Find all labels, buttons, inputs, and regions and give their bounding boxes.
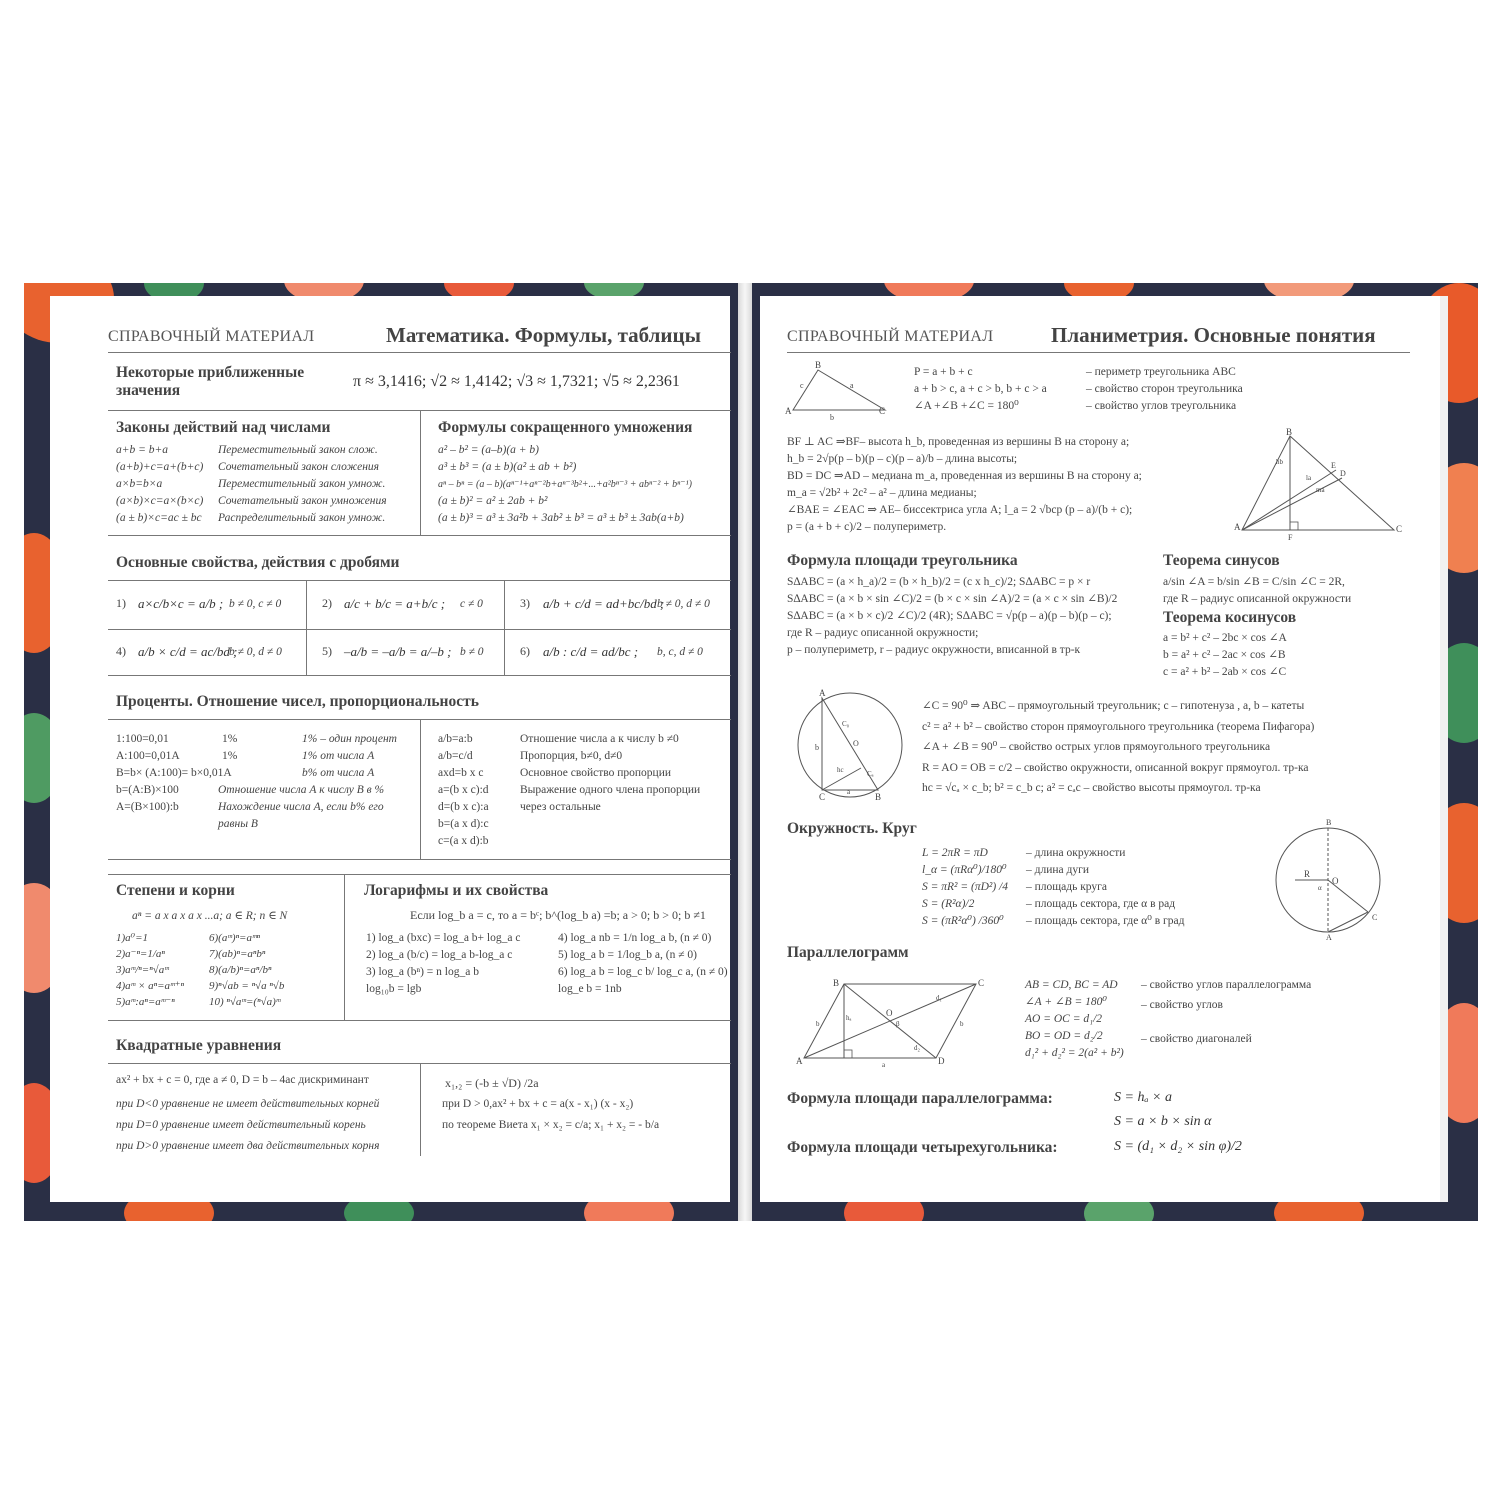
proportion-item: a=(b x c):d [438, 784, 489, 796]
percent-item: 1:100=0,01 [116, 733, 169, 745]
diagram-label: hc [837, 766, 844, 774]
percent-item: B=b× (A:100)= b×0,01A [116, 767, 232, 779]
circle-note: – площадь круга [1026, 881, 1107, 893]
divider [344, 874, 345, 1020]
divider [420, 410, 421, 535]
law-formula: (a×b)×c=a×(b×c) [116, 495, 204, 507]
laws-formulas [116, 442, 203, 527]
mult-formula: aⁿ – bⁿ = (a – b)(aⁿ⁻¹+aⁿ⁻²b+aⁿ⁻³b²+...+a²bⁿ⁻³ + abⁿ⁻² + bⁿ⁻¹) [438, 479, 692, 490]
law-name: Распределительный закон умнож. [218, 512, 386, 524]
power-rule: 6)(aᵐ)ⁿ=aᵐⁿ [209, 932, 261, 944]
circle-formula: l_α = (πRα⁰)/180⁰ [922, 864, 1007, 876]
quad-heading: Квадратные уравнения [116, 1037, 282, 1054]
power-rule: 3)aᵐ/ⁿ=ⁿ√aᵐ [116, 964, 169, 976]
mult-formula: (a ± b)² = a² ± 2ab + b² [438, 495, 548, 507]
sines-lines [1163, 574, 1351, 608]
divider [420, 1063, 421, 1156]
quad-case: при D=0 уравнение имеет действительный корень [116, 1119, 366, 1131]
approx-heading: Некоторые приближенные [116, 364, 305, 381]
triangle-line: p = (a + b + c)/2 – полупериметр. [787, 521, 947, 533]
power-rule: 2)a⁻ⁿ=1/aⁿ [116, 948, 165, 960]
power-rule: 9)ⁿ√ab = ⁿ√a ⁿ√b [209, 980, 285, 992]
diagram-label: B [875, 792, 882, 802]
right-triangle-line: hc = √cₐ × c_b; b² = c_b c; a² = cₐc – свойство высоты прямоугол. тр-ка [922, 782, 1261, 794]
diagram-label: b [960, 1020, 964, 1028]
divider [108, 629, 731, 630]
proportion-note: Выражение одного члена пропорции [520, 784, 701, 796]
power-rule: 4)aᵐ × aⁿ=aᵐ⁺ⁿ [116, 980, 184, 992]
right-triangle-line: ∠C = 90⁰ ⇒ ABC – прямоугольный треугольник; c – гипотенуза , a, b – катеты [922, 700, 1305, 712]
diagram-label: d₂ [914, 1044, 920, 1052]
diagram-label: β [896, 1020, 900, 1028]
divider [787, 352, 1410, 353]
triangle-formula: P = a + b + c [914, 366, 973, 378]
divider [108, 859, 731, 860]
divider [108, 535, 731, 536]
fraction-number: 2) [322, 596, 332, 610]
log-rule: log₁₀b = lgb [366, 983, 422, 995]
triangle-label: B [815, 360, 822, 370]
circle-heading: Окружность. Круг [787, 820, 917, 837]
book-spine [738, 283, 752, 1221]
quad-area-formula: S = (d₁ × d₂ × sin φ)/2 [1114, 1139, 1242, 1154]
powers-col-2 [209, 930, 284, 1010]
powers-definition: aⁿ = a x a x a x ...a; a ∈ R; n ∈ N [132, 910, 288, 922]
power-rule: 5)aᵐ:aⁿ=aᵐ⁻ⁿ [116, 996, 175, 1008]
percent-item: 1% от числа А [302, 750, 375, 762]
log-rule: log_e b = 1nb [558, 983, 622, 995]
circle-note: – площадь сектора, где α⁰ в град [1026, 915, 1185, 927]
diagram-label: C [819, 792, 826, 802]
fraction-expression: –a/b = –a/b = a/–b ; [344, 644, 452, 659]
log-rule: 2) log_a (b/c) = log_a b-log_a c [366, 949, 513, 961]
area-line: p – полупериметр, r – радиус окружности, вписанной в тр-к [787, 644, 1081, 656]
proportion-item: c=(a x d):b [438, 835, 489, 847]
power-rule: 1)a⁰=1 [116, 932, 148, 944]
law-name: Переместительный закон умнож. [218, 478, 386, 490]
power-rule: 10) ⁿ√aᵐ=(ⁿ√a)ᵐ [209, 996, 281, 1008]
triangle-line: ∠BAE = ∠EAC ⇒ AE– биссектриса угла А; l_a = 2 √bcp (p – a)/(b + c); [787, 504, 1133, 516]
right-triangle-line: ∠A + ∠B = 90⁰ – свойство острых углов прямоугольного треугольника [922, 741, 1271, 753]
percent-item: A=(B×100):b [116, 801, 179, 813]
circle-formula: S = πR² = (πD²) /4 [922, 881, 1008, 893]
diagram-label: A [796, 1056, 803, 1066]
triangle-note: – периметр треугольника АВС [1086, 366, 1236, 378]
percent-item: равны В [218, 818, 258, 830]
diagram-label: Cₐ [867, 770, 874, 778]
law-name: Сочетательный закон сложения [218, 461, 380, 473]
quad-vieta: по теореме Виета x₁ × x₂ = c/a; x₁ + x₂ = - b/a [442, 1119, 660, 1131]
percent-heading: Проценты. Отношение чисел, пропорциональность [116, 693, 479, 710]
diagram-label: C [1396, 524, 1403, 534]
logs-col-1 [366, 930, 520, 998]
parallelogram-diagram [796, 978, 990, 1069]
diagram-label: D [938, 1056, 945, 1066]
mult-formula: (a ± b)³ = a³ ± 3a²b + 3ab² ± b³ = a³ ± b³ ± 3ab(a+b) [438, 512, 684, 524]
fraction-expression: a/b + c/d = ad+bc/bd ; [543, 596, 665, 611]
power-rule: 7)(ab)ⁿ=aⁿbⁿ [209, 948, 266, 960]
triangle-line: BD = DC ⇒AD – медиана m_a, проведенная из вершины В на сторону a; [787, 470, 1142, 482]
log-rule: 5) log_a b = 1/log_b a, (n ≠ 0) [558, 949, 697, 961]
diagram-label: C [978, 978, 985, 988]
area-line: S∆ABC = (a × b × sin ∠C)/2 = (b × c × sin ∠A)/2 = (a × c × sin ∠B)/2 [787, 593, 1118, 605]
triangle-heights-diagram [1234, 427, 1406, 542]
triangle-lines-block [787, 434, 1142, 536]
law-formula: (a+b)+c=a+(b+c) [116, 461, 204, 473]
diagram-label: B [833, 978, 840, 988]
diagram-label: b [816, 1020, 820, 1028]
para-area-heading: Формула площади параллелограмма: [787, 1090, 1053, 1107]
circle-formula: S = (R²α)/2 [922, 898, 975, 910]
mult-heading: Формулы сокращенного умножения [438, 419, 693, 436]
triangle-label: A [785, 406, 792, 416]
quad-factor: при D > 0,ax² + bx + c = a(x - x₁) (x - x₂) [442, 1098, 634, 1110]
logs-col-2 [558, 930, 728, 998]
sines-line: a/sin ∠A = b/sin ∠B = C/sin ∠C = 2R, [1163, 576, 1345, 588]
para-notes [1141, 977, 1311, 1048]
sines-line: где R – радиус описанной окружности [1163, 593, 1352, 605]
percent-item: A:100=0,01A [116, 750, 180, 762]
left-page-title: Математика. Формулы, таблицы [386, 323, 702, 347]
sines-heading: Теорема синусов [1163, 552, 1280, 569]
proportion-item: d=(b x c):a [438, 801, 489, 813]
triangle-line: h_b = 2√p(p – b)(p – c)(p – a)/b – длина высоты; [787, 453, 1018, 465]
diagram-label: hₐ [846, 1014, 852, 1022]
diagram-label: b [815, 743, 819, 752]
diagram-label: B [1286, 427, 1293, 437]
diagram-label: ma [1316, 486, 1325, 494]
percent-item: b=(A:B)×100 [116, 784, 179, 796]
circle-note: – длина окружности [1026, 847, 1126, 859]
cosines-heading: Теорема косинусов [1163, 609, 1297, 626]
triangle-label: b [830, 413, 834, 422]
log-rule: 1) log_a (bxc) = log_a b+ log_a c [366, 932, 521, 944]
log-rule: 4) log_a nb = 1/n log_a b, (n ≠ 0) [558, 932, 712, 944]
law-name: Сочетательный закон умножения [218, 495, 387, 507]
quad-case: при D>0 уравнение имеет два действительных корня [116, 1140, 380, 1152]
fraction-expression: a×c/b×c = a/b ; [138, 596, 224, 611]
diagram-label: d₁ [936, 994, 942, 1002]
diagram-label: R [1304, 869, 1311, 879]
right-triangle-lines [922, 696, 1314, 799]
log-rule: 3) log_a (bⁿ) = n log_a b [366, 966, 479, 978]
logs-heading: Логарифмы и их свойства [364, 882, 549, 899]
fraction-condition: b ≠ 0, c ≠ 0 [229, 598, 282, 610]
para-note: – свойство углов [1141, 999, 1223, 1011]
para-formula: BO = OD = d₂/2 [1025, 1030, 1103, 1042]
right-page-title: Планиметрия. Основные понятия [1051, 323, 1376, 347]
circle-formula: L = 2πR = πD [922, 847, 988, 859]
diagram-label: hb [1276, 458, 1283, 466]
percent-item: 1% [222, 733, 238, 745]
cosines-lines [1163, 630, 1287, 681]
mult-formula: a² – b² = (a–b)(a + b) [438, 444, 539, 456]
triangle-line: BF ⊥ AC ⇒BF– высота h_b, проведенная из вершины В на сторону a; [787, 436, 1130, 448]
proportion-note: Основное свойство пропорции [520, 767, 672, 779]
proportion-note: Отношение числа а к числу b ≠0 [520, 733, 679, 745]
divider [108, 874, 731, 875]
fraction-expression: a/b : c/d = ad/bc ; [543, 644, 639, 659]
divider [504, 580, 505, 675]
cosines-line: b = a² + c² – 2ac × cos ∠B [1163, 649, 1286, 661]
fraction-number: 6) [520, 644, 530, 658]
percent-col-4 [438, 731, 489, 850]
para-note: – свойство углов параллелограмма [1141, 979, 1312, 991]
fraction-condition: b ≠ 0, d ≠ 0 [657, 598, 710, 610]
quad-area-heading: Формула площади четырехугольника: [787, 1139, 1058, 1156]
diagram-label: O [1332, 876, 1339, 886]
triangle-label: C [879, 406, 886, 416]
diagram-label: A [1326, 933, 1332, 942]
diagram-label: F [1288, 533, 1293, 542]
triangle-notes [1086, 364, 1243, 415]
percent-item: 1% [222, 750, 238, 762]
diagram-label: E [1331, 461, 1336, 470]
triangle-note: – свойство сторон треугольника [1086, 383, 1243, 395]
logs-definition: Если log_b a = c, то a = bᶜ; b^(log_b a) =b; a > 0; b > 0; b ≠1 [410, 908, 706, 922]
log-rule: 6) log_a b = log_c b/ log_c a, (n ≠ 0) [558, 966, 728, 978]
left-header-label: СПРАВОЧНЫЙ МАТЕРИАЛ [108, 328, 315, 345]
diagram-label: D [1340, 469, 1346, 478]
diagram-label: B [1326, 818, 1332, 827]
quad-case: при D<0 уравнение не имеет действительных корней [116, 1098, 380, 1110]
diagram-label: a [847, 788, 851, 796]
proportion-note: Пропорция, b≠0, d≠0 [520, 750, 623, 762]
right-triangle-line: c² = a² + b² – свойство сторон прямоугольного треугольника (теорема Пифагора) [922, 720, 1315, 733]
quad-equation: ax² + bx + c = 0, где a ≠ 0, D = b – 4ac дискриминант [116, 1074, 369, 1086]
triangle-formula: ∠A +∠B +∠C = 180⁰ [914, 400, 1019, 412]
circle-note: – площадь сектора, где α в рад [1026, 898, 1176, 910]
law-name: Переместительный закон слож. [218, 444, 378, 456]
area-lines [787, 574, 1117, 659]
fraction-condition: b, c, d ≠ 0 [657, 646, 703, 658]
percent-item: Отношение числа А к числу В в % [218, 784, 385, 796]
right-header-label: СПРАВОЧНЫЙ МАТЕРИАЛ [787, 328, 994, 345]
para-formula: AO = OC = d₁/2 [1025, 1013, 1103, 1025]
triangle-label: c [800, 381, 804, 390]
fraction-condition: c ≠ 0 [460, 598, 483, 610]
percent-item: Нахождение числа А, если b% его [218, 801, 384, 813]
quad-roots: x₁,₂ = (-b ± √D) /2a [445, 1076, 539, 1090]
area-line: S∆ABC = (a × b × c)/2 ∠C)/2 (4R); S∆ABC = √p(p – a)(p – b)(p – c); [787, 610, 1112, 622]
diagram-label: O [886, 1008, 893, 1018]
percent-col-3 [218, 731, 397, 833]
triangle-note: – свойство углов треугольника [1086, 400, 1237, 412]
approx-values: π ≈ 3,1416; √2 ≈ 1,4142; √3 ≈ 1,7321; √5 ≈ 2,2361 [353, 373, 680, 390]
fraction-number: 5) [322, 644, 332, 658]
para-formula: d₁² + d₂² = 2(a² + b²) [1025, 1047, 1124, 1059]
para-area-formula-2: S = a × b × sin α [1114, 1114, 1212, 1129]
fraction-number: 3) [520, 596, 530, 610]
fraction-condition: b ≠ 0, d ≠ 0 [229, 646, 282, 658]
area-heading: Формула площади треугольника [787, 552, 1018, 569]
circle-diagram [1270, 820, 1390, 940]
diagram-label: α [1318, 884, 1322, 892]
cosines-line: c = a² + b² – 2ab × cos ∠C [1163, 666, 1287, 678]
triangle-label: a [850, 381, 854, 390]
divider [108, 580, 731, 581]
circle-notes [1026, 845, 1184, 930]
law-formula: (a ± b)×c=ac ± bc [116, 512, 202, 524]
right-triangle-line: R = AO = OB = c/2 – свойство окружности, описанной вокруг прямоугол. тр-ка [922, 761, 1309, 774]
percent-item: 1% – один процент [302, 733, 397, 745]
right-triangle-circle-diagram [795, 690, 905, 800]
circle-note: – длина дуги [1026, 864, 1089, 876]
fraction-expression: a/c + b/c = a+b/c ; [344, 596, 446, 611]
fraction-number: 4) [116, 644, 126, 658]
fraction-expression: a/b × c/d = ac/bd ; [138, 644, 238, 659]
fraction-condition: b ≠ 0 [460, 646, 484, 658]
proportion-item: a/b=c/d [438, 750, 473, 762]
diagram-label: A [1234, 522, 1241, 532]
percent-col-1 [116, 731, 232, 816]
circle-formula: S = (πR²α⁰) /360⁰ [922, 915, 1004, 927]
diagram-label: la [1306, 474, 1312, 482]
mult-formulas [438, 442, 692, 527]
diagram-label: C [1372, 913, 1378, 922]
para-formula: ∠A + ∠B = 180⁰ [1025, 996, 1107, 1008]
diagram-label: A [819, 688, 826, 698]
diagram-label: C₀ [842, 720, 850, 728]
para-note: – свойство диагоналей [1141, 1033, 1252, 1045]
para-formula: AB = CD, BC = AD [1025, 979, 1118, 991]
area-line: S∆ABC = (a × h_a)/2 = (b × h_b)/2 = (c x h_c)/2; S∆ABC = p × r [787, 576, 1091, 588]
law-formula: a×b=b×a [116, 478, 163, 490]
triangle-formula: a + b > c, a + c > b, b + c > a [914, 383, 1047, 395]
para-note [1141, 1014, 1311, 1031]
diagram-label: a [882, 1061, 886, 1069]
proportion-item: b=(a x d):c [438, 818, 489, 830]
diagram-label: O [853, 739, 859, 748]
page-edges [1440, 296, 1448, 1202]
proportion-item: a/b=a:b [438, 733, 473, 745]
law-formula: a+b = b+a [116, 444, 169, 456]
percent-item: b% от числа А [302, 767, 375, 779]
fraction-number: 1) [116, 596, 126, 610]
cosines-line: a = b² + c² – 2bc × cos ∠A [1163, 632, 1287, 644]
triangle-formulas [914, 364, 1047, 415]
powers-heading: Степени и корни [116, 882, 235, 899]
divider [108, 675, 731, 676]
approx-heading-2: значения [116, 382, 181, 399]
para-formulas [1025, 977, 1124, 1062]
circle-formulas [922, 845, 1008, 930]
triangle-abc-diagram [785, 360, 890, 422]
percent-col-5 [520, 731, 700, 816]
laws-names [218, 442, 387, 527]
laws-heading: Законы действий над числами [116, 419, 331, 436]
fractions-heading: Основные свойства, действия с дробями [116, 554, 400, 571]
proportion-item: axd=b x c [438, 767, 484, 779]
para-area-formula-1: S = hₐ × a [1114, 1090, 1172, 1105]
triangle-line: m_a = √2b² + 2c² – a² – длина медианы; [787, 487, 977, 499]
proportion-note: через остальные [520, 801, 601, 813]
divider [306, 580, 307, 675]
divider [420, 719, 421, 859]
mult-formula: a³ ± b³ = (a ± b)(a² ± ab + b²) [438, 461, 577, 473]
area-line: где R – радиус описанной окружности; [787, 627, 979, 639]
powers-col-1 [116, 930, 184, 1010]
divider [108, 352, 731, 353]
divider [108, 1020, 731, 1021]
power-rule: 8)(a/b)ⁿ=aⁿ/bⁿ [209, 964, 272, 976]
para-heading: Параллелограмм [787, 944, 909, 961]
